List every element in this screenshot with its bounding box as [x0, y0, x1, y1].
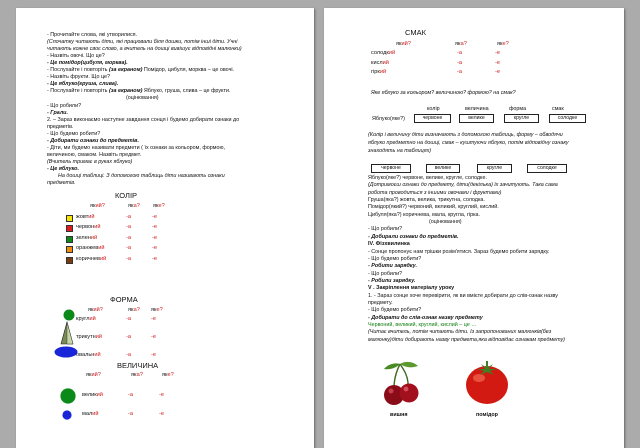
- cherry-caption: вишня: [390, 412, 408, 418]
- right-taste_table-title: СМАК: [405, 28, 426, 37]
- ending-a: -а: [126, 234, 131, 241]
- right-line-17: предмету.: [368, 299, 393, 306]
- table-row-word: [371, 69, 386, 76]
- header-ending: а?: [133, 307, 140, 313]
- word-ending: ий: [388, 50, 396, 56]
- word-ending: ий: [382, 59, 389, 66]
- header-stem: як: [88, 307, 94, 313]
- table-row-word: [76, 214, 95, 221]
- left-line-20: На дошці таблиці. З допомогою таблиць діти називають ознаки: [58, 173, 225, 179]
- ending-e: -е: [152, 213, 157, 220]
- header-stem: як: [153, 203, 159, 209]
- header-qmark: ?: [99, 307, 103, 313]
- chart-header: смак: [552, 106, 564, 112]
- right-line-2: робота проводиться з іншими овочами і фруктами): [368, 189, 502, 196]
- right-line-11: - Що будемо робити?: [368, 255, 422, 262]
- answer-box: солодке: [527, 164, 567, 173]
- left-line-3: - Назвіть овочі. Що це?: [47, 53, 105, 60]
- left-line-0: - Прочитайте слова, які утворилися.: [47, 32, 138, 38]
- green-swatch: [66, 236, 73, 243]
- cherry-image: [382, 360, 422, 410]
- word-stem: кисл: [371, 59, 383, 66]
- table-row-word: [82, 411, 98, 418]
- line-text: Помідор, цибуля, морква – це овочі.: [142, 67, 235, 74]
- table-row-word: [76, 334, 102, 341]
- line-text: - Послухайте і повторіть: [47, 88, 109, 95]
- ending-e: -е: [152, 255, 157, 262]
- left-line-6: - Назвіть фрукти. Що це?: [47, 74, 110, 81]
- left-line-21: предметів.: [47, 180, 76, 187]
- word-stem: червон: [76, 224, 95, 230]
- triangle-icon: [60, 321, 74, 345]
- word-stem: зелен: [76, 234, 91, 241]
- right-line-15: V . Закріплення матеріалу уроку: [368, 285, 455, 292]
- table-row-word: [371, 50, 395, 57]
- answer-box: велике: [426, 164, 460, 173]
- right-line-13: - Що робили?: [368, 270, 403, 277]
- ending-e: -е: [159, 392, 164, 398]
- ending-e: -е: [152, 224, 157, 230]
- word-ending: ий: [98, 245, 105, 251]
- left-color_table-title: КОЛІР: [115, 191, 138, 200]
- word-ending: ий: [89, 316, 96, 322]
- header-stem: як: [90, 203, 96, 209]
- right-line-5: Цибуля(яка?) коричнева, мала, кругла, гірка.: [368, 211, 481, 218]
- word-stem: гірк: [371, 69, 380, 75]
- left-line-2: читають кожне своє слово, а вчитель на дошці вивішує відповідні малюнки): [47, 46, 242, 53]
- right-line-20: Червоний, великий, круглий, кислий – це …: [368, 322, 477, 328]
- left-size_table-title: ВЕЛИЧИНА: [117, 361, 159, 370]
- line-text: Яблуко, груша, слива – це фрукти.: [142, 88, 231, 95]
- table-row-word: [82, 392, 103, 399]
- left-line-1: (Спочатку читають діти, які працювали біля дошки, потім інші діти. Учні: [47, 39, 238, 46]
- green-circle-icon: [63, 309, 75, 321]
- ending-e: -е: [151, 316, 156, 322]
- left-line-19: - Це яблуко.: [47, 165, 79, 172]
- header-ending: а?: [136, 372, 143, 378]
- question-line: Яке яблуко за кольором? величиною? формою? на смак?: [371, 90, 516, 96]
- left-line-9: (оцінювання): [126, 95, 159, 102]
- table-row-word: [371, 60, 389, 67]
- right-line-4: Помідор(який?) червоний, великий, круглий, кислий.: [368, 204, 499, 211]
- left-line-12: 2. – Зараз виконаємо наступне завдання сонця і будемо добирати ознаки до: [47, 116, 240, 123]
- right-taste_table-header: [455, 41, 467, 48]
- left-line-13: предметів.: [47, 123, 74, 130]
- left-line-10: - Що робили?: [47, 102, 82, 109]
- ending-e: -е: [159, 411, 164, 417]
- left-line-16: - Діти, ми будемо називати предмети ( їх ознаки за кольором, формою,: [47, 144, 225, 151]
- ending-a: -а: [126, 352, 131, 358]
- word-stem: жовт: [76, 213, 89, 220]
- tomato-caption: помідор: [476, 412, 498, 418]
- word-stem: овальн: [76, 352, 95, 358]
- left-size_table-header: [86, 372, 101, 379]
- word-ending: ий: [94, 224, 101, 230]
- header-ending: ий: [91, 372, 98, 378]
- left-line-11: - Грали.: [47, 109, 68, 116]
- ending-e: -е: [495, 50, 500, 56]
- table-row-word: [76, 224, 101, 231]
- line-emph: (за екраном): [108, 67, 143, 74]
- header-ending: е?: [167, 372, 174, 378]
- word-stem: коричнев: [76, 255, 100, 262]
- left-color_table-header: [90, 203, 105, 210]
- right-line-22: малюнку)діти добирають назву предмета,яка відповідає ознакам предмету): [368, 336, 565, 343]
- word-stem: трикутн: [76, 334, 96, 340]
- word-stem: солодк: [371, 50, 389, 56]
- left-shape_table-header: [128, 307, 140, 314]
- right-line-7: - Що робили?: [368, 226, 403, 233]
- right-line-18: - Що будемо робити?: [368, 307, 422, 314]
- header-stem: як: [131, 372, 137, 378]
- attribute-box: велике: [459, 114, 494, 123]
- left-line-14: - Що будемо робити?: [47, 130, 101, 137]
- left-color_table-header: [153, 203, 165, 210]
- header-ending: ий: [93, 307, 100, 313]
- right-line-9: IV. Фізхвилинка: [368, 241, 410, 248]
- right-line-21: (Читає вчитель, потім читають діти. Із запропонованих малюнків(без: [368, 329, 552, 336]
- right-line-16: 1. - Зараз сонце хоче перевірити, як ви вмієте добирати до слів-ознак назву: [368, 292, 558, 299]
- table-row-word: [76, 235, 97, 242]
- ending-e: -е: [152, 234, 157, 241]
- ending-a: -а: [126, 245, 131, 251]
- ending-a: -а: [126, 334, 131, 340]
- blue-oval-icon: [54, 346, 78, 358]
- ending-a: -а: [126, 213, 131, 220]
- right-line-3: Груша(яка?) жовта, велика, трикутна, солодка.: [368, 197, 485, 204]
- left-shape_table-title: ФОРМА: [110, 295, 138, 304]
- ending-a: -а: [457, 59, 462, 66]
- word-stem: мал: [82, 411, 93, 417]
- answer-box: кругле: [477, 164, 512, 173]
- header-qmark: ?: [101, 203, 105, 209]
- right-taste_table-header: [497, 41, 509, 48]
- header-stem: як: [151, 307, 157, 313]
- ending-e: -е: [152, 245, 157, 251]
- left-line-4: - Це помідор(цибуля, морква).: [47, 60, 128, 67]
- word-stem: кругл: [76, 316, 90, 322]
- header-stem: як: [86, 372, 92, 378]
- header-ending: а?: [133, 203, 140, 209]
- left-line-18: (Вчитель тримає в руках яблуко): [47, 158, 133, 165]
- ending-e: -е: [495, 69, 500, 75]
- ending-a: -а: [128, 411, 133, 417]
- header-stem: як: [396, 41, 402, 47]
- left-shape_table-header: [151, 307, 163, 314]
- left-line-5: [47, 67, 234, 74]
- word-stem: велик: [82, 392, 97, 398]
- right-line-14: - Робили зарядку.: [368, 277, 416, 284]
- table-row-word: [76, 352, 101, 359]
- header-ending: е?: [502, 41, 509, 47]
- word-ending: ий: [95, 334, 103, 340]
- left-line-17: величиною, смаком. Назвіть предмет.: [47, 151, 142, 158]
- left-size_table-header: [162, 372, 174, 379]
- right-line-10: - Сонце пропонує нам трішки розім'ятися. Зараз будемо робити зарядку.: [368, 248, 550, 255]
- header-stem: як: [497, 41, 503, 47]
- right-line-6: (оцінювання): [429, 219, 462, 226]
- yellow-swatch: [66, 215, 73, 222]
- ending-e: -е: [495, 59, 500, 66]
- header-ending: ий: [95, 203, 102, 209]
- chart-row-label: Яблуко(яке?): [372, 116, 405, 122]
- tomato-image: [464, 360, 510, 406]
- left-line-7: - Це яблуко(груша, слива).: [47, 81, 119, 88]
- right-line-0: Яблуко(яке?) червоне, велике, кругле, солодке.: [368, 175, 487, 181]
- table-row-word: [76, 256, 106, 263]
- header-ending: ий: [401, 41, 408, 47]
- chart-header: величина: [465, 106, 489, 112]
- header-qmark: ?: [97, 372, 101, 378]
- chart-header: колір: [427, 106, 440, 112]
- header-stem: як: [128, 307, 134, 313]
- right-line-19: - Добирати до слів-ознак назву предмету: [368, 314, 483, 321]
- word-ending: ий: [92, 411, 99, 417]
- word-ending: ий: [88, 213, 95, 220]
- header-ending: е?: [158, 203, 165, 209]
- left-line-15: - Добирати ознаки до предметів.: [47, 137, 139, 144]
- word-ending: ий: [96, 392, 103, 398]
- note-line-0: (Колір і величину діти визначають з допомогою таблиць, форму – обводячи: [368, 132, 563, 138]
- ending-e: -е: [151, 334, 156, 340]
- word-ending: ий: [99, 255, 107, 262]
- table-row-word: [76, 245, 105, 252]
- line-text: - Послухайте і повторіть: [47, 67, 109, 74]
- ending-e: -е: [151, 352, 156, 358]
- brown-swatch: [66, 257, 73, 264]
- ending-a: -а: [126, 255, 131, 262]
- right-page: [324, 8, 624, 448]
- attribute-box: кругле: [504, 114, 539, 123]
- ending-a: -а: [126, 224, 131, 230]
- ending-a: -а: [126, 316, 131, 322]
- header-stem: як: [455, 41, 461, 47]
- word-stem: оранжев: [76, 245, 99, 251]
- ending-a: -а: [457, 50, 462, 56]
- left-shape_table-header: [88, 307, 103, 314]
- note-line-2: знаходять на таблицях): [368, 148, 432, 154]
- red-swatch: [66, 225, 73, 232]
- line-emph: (за екраном): [108, 88, 143, 95]
- left-color_table-header: [128, 203, 140, 210]
- right-line-8: - Добирали ознаки до предметів.: [368, 233, 459, 240]
- left-page: [16, 8, 314, 448]
- orange-swatch: [66, 246, 73, 253]
- table-row-word: [76, 316, 96, 323]
- word-ending: ий: [379, 69, 387, 75]
- header-stem: як: [128, 203, 134, 209]
- note-line-1: яблуко предметно на дошці, смак – куштуючи яблуко, потім відповідну ознаку: [368, 140, 569, 146]
- right-taste_table-header: [396, 41, 411, 48]
- header-ending: е?: [156, 307, 163, 313]
- left-size_table-header: [131, 372, 143, 379]
- ending-a: -а: [128, 392, 133, 398]
- ending-a: -а: [457, 69, 462, 75]
- header-qmark: ?: [407, 41, 411, 47]
- attribute-box: солодке: [549, 114, 586, 123]
- word-ending: ий: [90, 234, 98, 241]
- attribute-box: червоне: [414, 114, 451, 123]
- word-ending: ий: [94, 352, 101, 358]
- right-line-12: - Робити зарядку.: [368, 263, 417, 270]
- right-line-1: (Дотримоєш ознаки до предмету, діти(декілька) їх зачитують. Така сама: [368, 182, 558, 189]
- left-line-8: [47, 88, 230, 95]
- big-green-circle-icon: [60, 388, 76, 404]
- small-blue-circle-icon: [62, 410, 72, 420]
- answer-box: червоне: [371, 164, 411, 173]
- header-stem: як: [162, 372, 168, 378]
- chart-header: форма: [509, 106, 527, 112]
- header-ending: а?: [460, 41, 467, 47]
